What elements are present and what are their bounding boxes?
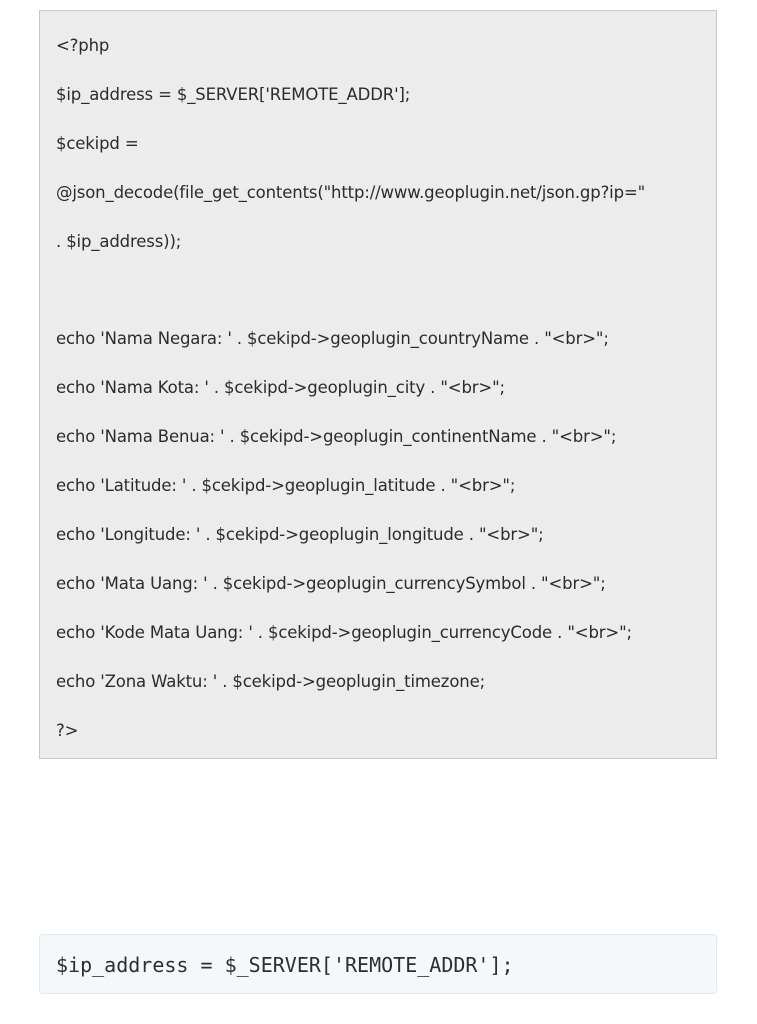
code-line-echo-currency-symbol: echo 'Mata Uang: ' . $cekipd->geoplugin_currencySymbol . "<br>"; bbox=[56, 574, 606, 593]
code-line-ip-address: $ip_address = $_SERVER['REMOTE_ADDR']; bbox=[56, 85, 411, 104]
code-line-php-close: ?> bbox=[56, 721, 79, 740]
code-line-json-decode: @json_decode(file_get_contents("http://www.geoplugin.net/json.gp?ip=" bbox=[56, 183, 646, 202]
code-line-echo-currency-code: echo 'Kode Mata Uang: ' . $cekipd->geoplugin_currencyCode . "<br>"; bbox=[56, 623, 632, 642]
code-line-php-open: <?php bbox=[56, 36, 110, 55]
code-snippet-text: $ip_address = $_SERVER['REMOTE_ADDR']; bbox=[56, 953, 514, 977]
code-line-echo-country: echo 'Nama Negara: ' . $cekipd->geoplugin_countryName . "<br>"; bbox=[56, 329, 609, 348]
php-code-block bbox=[39, 10, 717, 759]
code-snippet-box bbox=[39, 934, 717, 994]
code-line-echo-city: echo 'Nama Kota: ' . $cekipd->geoplugin_city . "<br>"; bbox=[56, 378, 505, 397]
code-line-cekipd-assign: $cekipd = bbox=[56, 134, 139, 153]
code-line-echo-latitude: echo 'Latitude: ' . $cekipd->geoplugin_latitude . "<br>"; bbox=[56, 476, 516, 495]
code-line-echo-timezone: echo 'Zona Waktu: ' . $cekipd->geoplugin_timezone; bbox=[56, 672, 485, 691]
code-line-echo-continent: echo 'Nama Benua: ' . $cekipd->geoplugin_continentName . "<br>"; bbox=[56, 427, 617, 446]
code-line-ip-concat: . $ip_address)); bbox=[56, 232, 182, 251]
code-line-echo-longitude: echo 'Longitude: ' . $cekipd->geoplugin_longitude . "<br>"; bbox=[56, 525, 544, 544]
